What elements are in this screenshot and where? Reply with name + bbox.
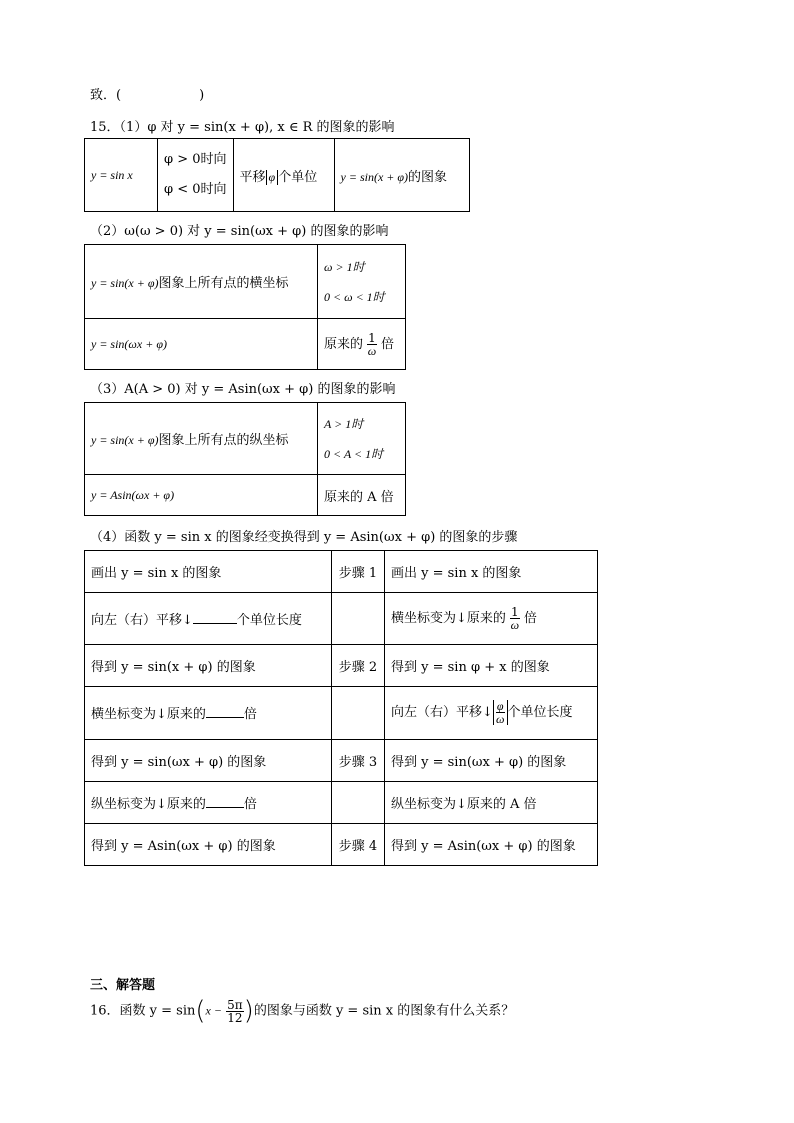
t1-c4: y = sin(x + φ)的图象: [334, 139, 469, 212]
t4-r4-step: [332, 687, 385, 739]
t4-step3: 步骤 3: [332, 739, 385, 781]
t4-r2-b: 横坐标变为↓原来的 $\frac{1}{\omega}$ 倍: [385, 593, 598, 645]
t4-step2: 步骤 2: [332, 645, 385, 687]
q15-part3-title: （3）A(A > 0) 对 y = Asin(ωx + φ) 的图象的影响: [90, 382, 396, 397]
t3-r1-c1: y = sin(x + φ)图象上所有点的纵坐标: [85, 403, 318, 475]
q15-part4-title: （4）函数 y = sin x 的图象经变换得到 y = Asin(ωx + φ) 的图象的步骤: [90, 530, 518, 545]
t4-r6-b: 纵坐标变为↓原来的 A 倍: [385, 781, 598, 823]
t4-r3-b: 得到 y = sin φ + x 的图象: [385, 645, 598, 687]
t1-c1: y = sin x: [85, 139, 158, 212]
t4-r7-b: 得到 y = Asin(ωx + φ) 的图象: [385, 823, 598, 865]
t4-r4-a: 横坐标变为↓原来的 倍: [85, 687, 332, 739]
t4-r6-step: [332, 781, 385, 823]
t2-r1-c2: ω > 1时 0 < ω < 1时: [318, 245, 406, 319]
t4-step1: 步骤 1: [332, 551, 385, 593]
t2-r2-c1: y = sin(ωx + φ): [85, 319, 318, 370]
q15-table-3: [84, 402, 406, 516]
t4-r6-a: 纵坐标变为↓原来的 倍: [85, 781, 332, 823]
t4-r2-step: [332, 593, 385, 645]
q16: 16．函数 y = sin(x − $\frac{5\pi}{12}$ )的图象与函数 y = sin x 的图象有什么关系？: [90, 996, 515, 1026]
t3-r1-c2: A > 1时 0 < A < 1时: [318, 403, 406, 475]
q15-title: 15．（1）φ 对 y = sin(x + φ), x ∈ R 的图象的影响: [90, 120, 395, 135]
t4-r4-b: 向左（右）平移↓ $\frac{\varphi}{\omega}$ 个单位长度: [385, 687, 598, 739]
q15-table-2: [84, 244, 406, 370]
q15-part2-title: （2）ω(ω > 0) 对 y = sin(ωx + φ) 的图象的影响: [90, 224, 389, 239]
q15-table-1: [84, 138, 470, 212]
t4-step4: 步骤 4: [332, 823, 385, 865]
q15-table-4: [84, 550, 598, 866]
t3-r2-c1: y = Asin(ωx + φ): [85, 475, 318, 516]
section-3-heading: 三、解答题: [90, 978, 156, 993]
top-line: 致．( ): [90, 88, 205, 103]
t4-r5-a: 得到 y = sin(ωx + φ) 的图象: [85, 739, 332, 781]
t2-r1-c1: y = sin(x + φ)图象上所有点的横坐标: [85, 245, 318, 319]
t4-r2-a: 向左（右）平移↓ 个单位长度: [85, 593, 332, 645]
t2-r2-c2: 原来的 $\frac{1}{\omega}$ 倍: [318, 319, 406, 370]
t3-r2-c2: 原来的 A 倍: [318, 475, 406, 516]
t4-r1-b: 画出 y = sin x 的图象: [385, 551, 598, 593]
t1-c3: 平移 φ 个单位: [233, 139, 334, 212]
t4-r1-a: 画出 y = sin x 的图象: [85, 551, 332, 593]
t4-r5-b: 得到 y = sin(ωx + φ) 的图象: [385, 739, 598, 781]
t1-c2: φ > 0时向 φ < 0时向: [158, 139, 234, 212]
t4-r7-a: 得到 y = Asin(ωx + φ) 的图象: [85, 823, 332, 865]
t4-r3-a: 得到 y = sin(x + φ) 的图象: [85, 645, 332, 687]
